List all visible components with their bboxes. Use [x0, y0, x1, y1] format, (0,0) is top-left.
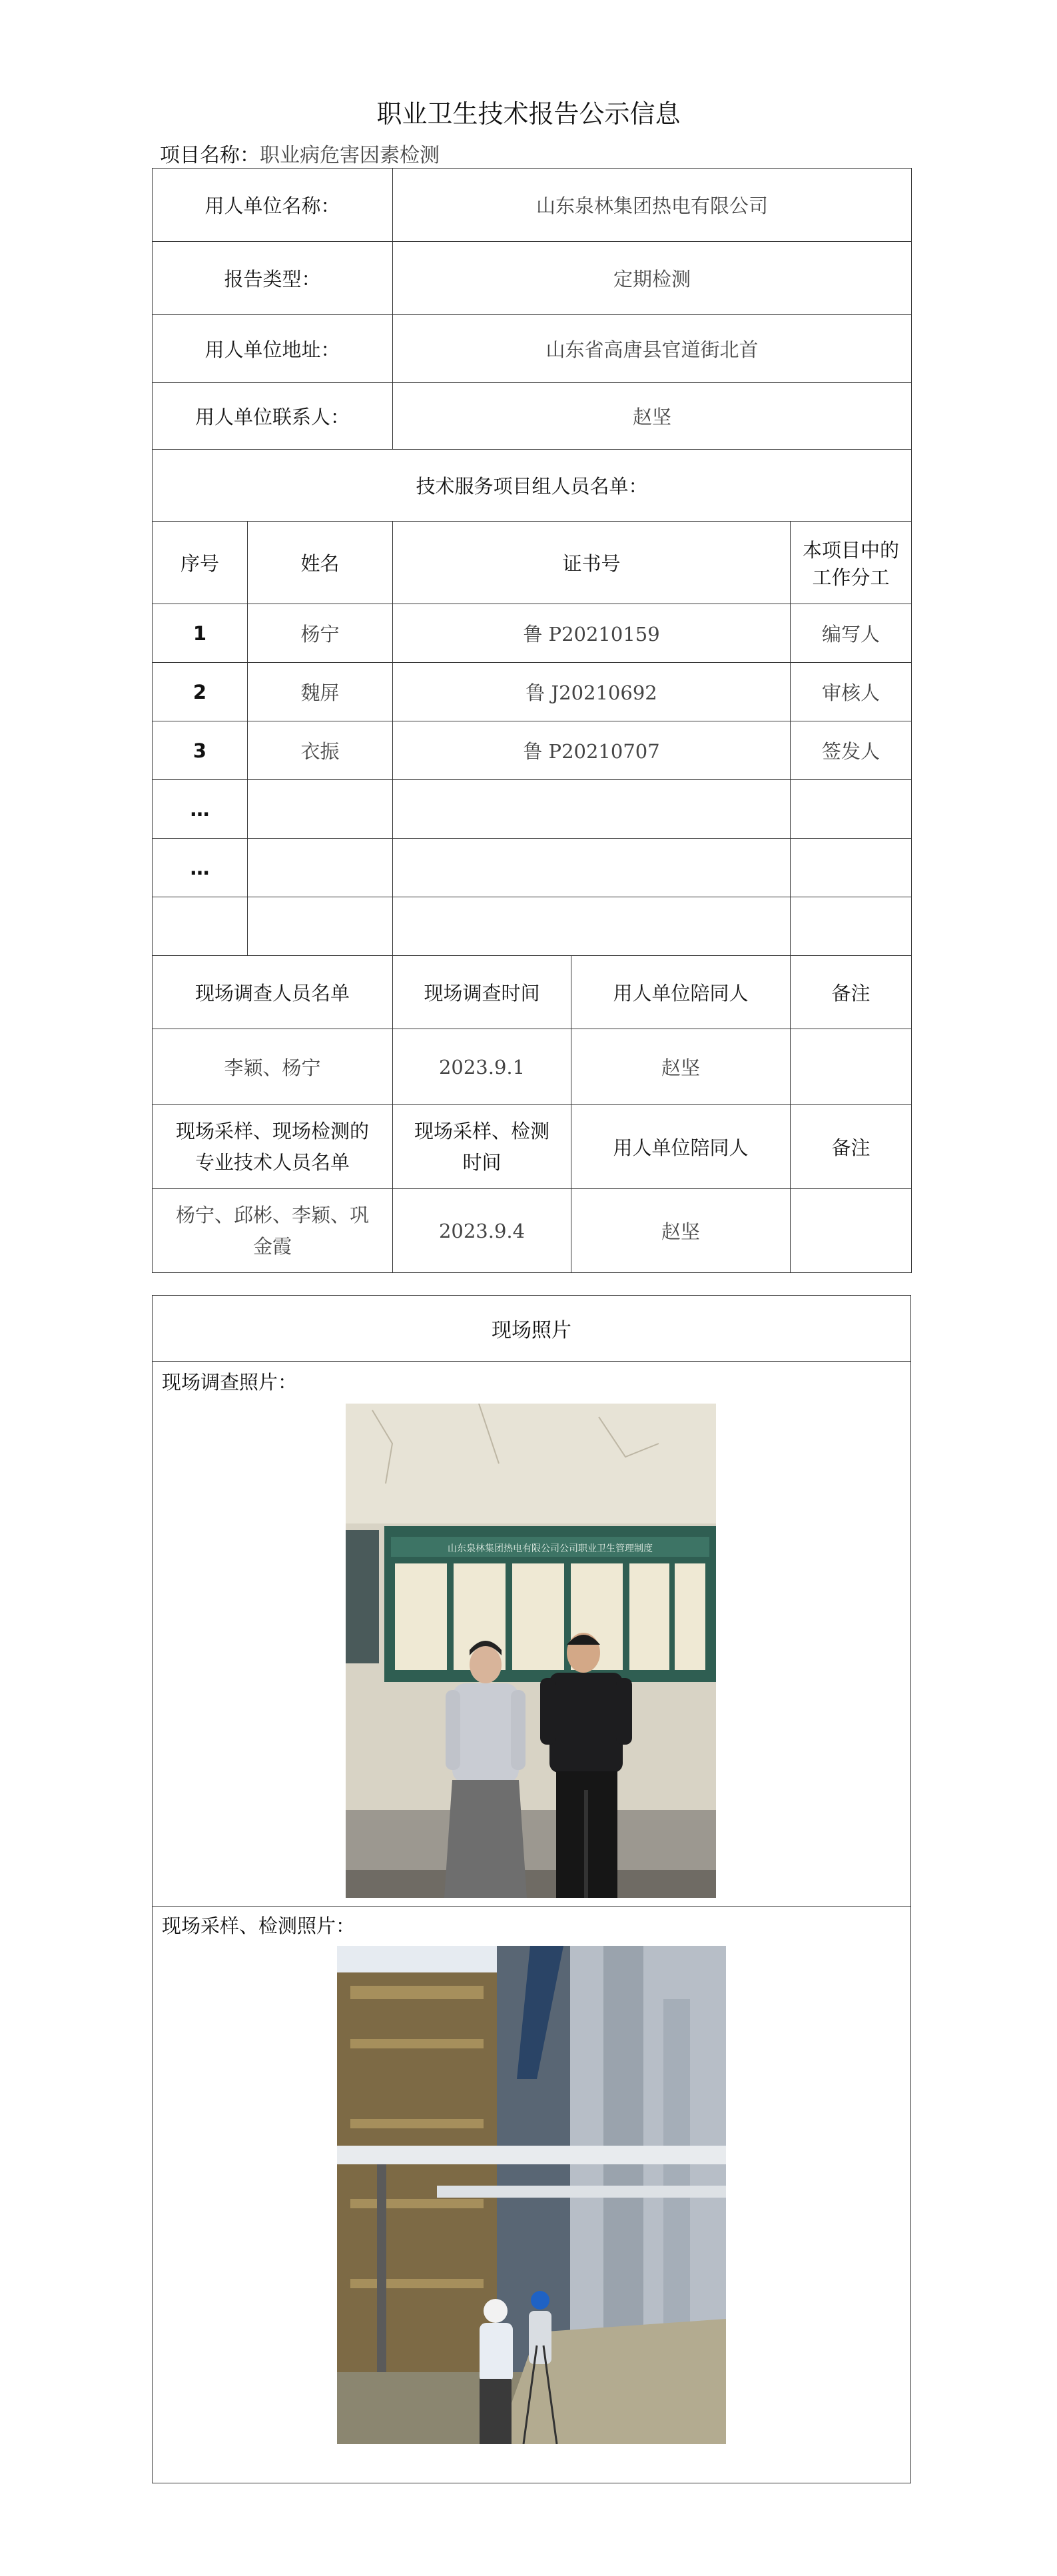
- info-table: [152, 168, 912, 1273]
- table-row: [153, 663, 912, 721]
- page-title: 职业卫生技术报告公示信息: [376, 99, 681, 129]
- row-role: [791, 780, 912, 839]
- row-cert: [393, 839, 791, 897]
- survey-people: 李颖、杨宁: [153, 1029, 393, 1105]
- survey-header-escort: 用人单位陪同人: [571, 956, 791, 1029]
- project-label: 项目名称：: [160, 144, 260, 167]
- sampling-header-note: 备注: [791, 1105, 912, 1189]
- sampling-photo: [337, 1946, 726, 2444]
- col-header-name: 姓名: [248, 522, 393, 604]
- address-label: 用人单位地址：: [153, 315, 393, 383]
- sampling-header-time: [393, 1105, 571, 1189]
- row-cert: [393, 780, 791, 839]
- col-header-no: 序号: [153, 522, 248, 604]
- table-row: [153, 839, 912, 897]
- sampling-note: [791, 1189, 912, 1273]
- row-name: 魏屏: [248, 663, 393, 721]
- report-type-value: 定期检测: [393, 242, 912, 315]
- row-cert: 鲁 P20210159: [393, 604, 791, 663]
- employer-name-row: [153, 169, 912, 242]
- survey-header-row: [153, 956, 912, 1029]
- row-role: [791, 897, 912, 956]
- col-header-cert: 证书号: [393, 522, 791, 604]
- contact-value: 赵坚: [393, 383, 912, 450]
- table-row: [153, 721, 912, 780]
- row-cert: 鲁 J20210692: [393, 663, 791, 721]
- row-no: 1: [153, 604, 248, 663]
- board-title-text: 山东泉林集团热电有限公司公司职业卫生管理制度: [448, 1543, 653, 1554]
- row-no: …: [153, 839, 248, 897]
- survey-header-time: 现场调查时间: [393, 956, 571, 1029]
- row-name: [248, 780, 393, 839]
- report-type-label: 报告类型：: [153, 242, 393, 315]
- sampling-people-line1: 杨宁、邱彬、李颖、巩: [176, 1204, 370, 1227]
- survey-header-note: 备注: [791, 956, 912, 1029]
- sampling-header-time-line2: 时间: [462, 1150, 502, 1174]
- row-name: [248, 839, 393, 897]
- sampling-header-row: [153, 1105, 912, 1189]
- sampling-header-escort: 用人单位陪同人: [571, 1105, 791, 1189]
- contact-label: 用人单位联系人：: [153, 383, 393, 450]
- survey-header-people: 现场调查人员名单: [153, 956, 393, 1029]
- sampling-data-row: [153, 1189, 912, 1273]
- address-value: 山东省高唐县官道街北首: [393, 315, 912, 383]
- sampling-escort: 赵坚: [571, 1189, 791, 1273]
- row-role: 签发人: [791, 721, 912, 780]
- photos-divider: [153, 1906, 910, 1907]
- employer-name-value: 山东泉林集团热电有限公司: [393, 169, 912, 242]
- employer-name-label: 用人单位名称：: [153, 169, 393, 242]
- address-row: [153, 315, 912, 383]
- sampling-header-people-line1: 现场采样、现场检测的: [176, 1120, 370, 1143]
- photos-heading: 现场照片: [153, 1296, 910, 1362]
- table-row: [153, 780, 912, 839]
- sampling-people: [153, 1189, 393, 1273]
- table-row: [153, 897, 912, 956]
- team-heading: 技术服务项目组人员名单：: [153, 450, 912, 522]
- survey-data-row: [153, 1029, 912, 1105]
- sampling-header-time-line1: 现场采样、检测: [414, 1120, 550, 1143]
- row-name: 杨宁: [248, 604, 393, 663]
- sampling-date: 2023.9.4: [393, 1189, 571, 1273]
- row-no: 2: [153, 663, 248, 721]
- sampling-header-people-line2: 专业技术人员名单: [195, 1150, 350, 1174]
- project-value: 职业病危害因素检测: [260, 144, 440, 167]
- contact-row: [153, 383, 912, 450]
- table-row: [153, 604, 912, 663]
- survey-escort: 赵坚: [571, 1029, 791, 1105]
- sampling-header-people: [153, 1105, 393, 1189]
- survey-note: [791, 1029, 912, 1105]
- sampling-photo-label: 现场采样、检测照片：: [162, 1915, 356, 1937]
- row-role: [791, 839, 912, 897]
- row-name: 衣振: [248, 721, 393, 780]
- row-no: …: [153, 780, 248, 839]
- site-photos-section: [152, 1295, 911, 2483]
- row-name: [248, 897, 393, 956]
- row-cert: 鲁 P20210707: [393, 721, 791, 780]
- col-header-role: 本项目中的工作分工: [791, 522, 912, 604]
- row-no: 3: [153, 721, 248, 780]
- survey-date: 2023.9.1: [393, 1029, 571, 1105]
- row-role: 审核人: [791, 663, 912, 721]
- team-heading-row: [153, 450, 912, 522]
- row-role: 编写人: [791, 604, 912, 663]
- survey-photo: [346, 1404, 716, 1898]
- project-name: [160, 139, 440, 168]
- survey-photo-label: 现场调查照片：: [162, 1371, 298, 1394]
- sampling-people-line2: 金霞: [253, 1234, 292, 1258]
- row-no: [153, 897, 248, 956]
- report-type-row: [153, 242, 912, 315]
- team-header-row: [153, 522, 912, 604]
- row-cert: [393, 897, 791, 956]
